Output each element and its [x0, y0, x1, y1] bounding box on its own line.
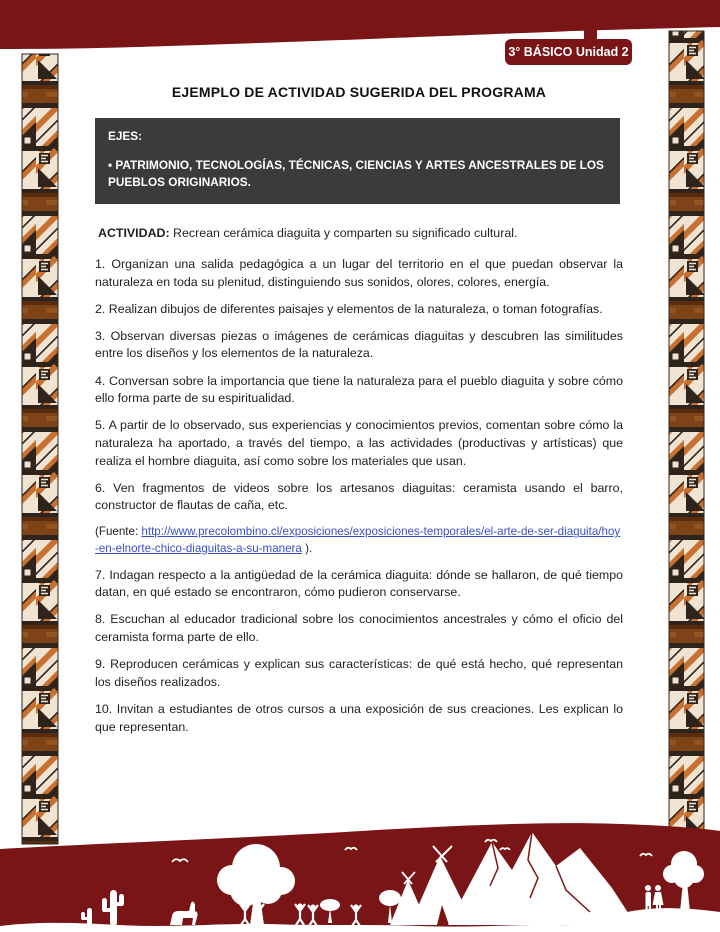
activity-text: Recrean cerámica diaguita y comparten su significado cultural.: [173, 226, 518, 241]
unit-badge: [505, 39, 632, 65]
ejes-box: [95, 118, 620, 204]
steps-1-6: [95, 256, 623, 515]
page-title: EJEMPLO DE ACTIVIDAD SUGERIDA DEL PROGRAMA: [171, 84, 547, 100]
steps-7-10: [95, 567, 623, 736]
activity-step: 8. Escuchan al educador tradicional sobre los conocimientos ancestrales y cómo el oficio del ceramista forma parte de ello.: [95, 612, 623, 645]
activity-step: 6. Ven fragmentos de videos sobre los artesanos diaguitas: ceramista usando el barro, constructor de flautas de caña, etc.: [95, 480, 623, 513]
source-link[interactable]: http://www.precolombino.cl/exposiciones/exposiciones-temporales/el-arte-de-ser-diaguita/hoy-en-elnorte-chico-diaguitas-a-su-manera: [95, 525, 621, 555]
source-line: [95, 524, 623, 557]
activity-step: 2. Realizan dibujos de diferentes paisajes y elementos de la naturaleza, o toman fotografías.: [95, 301, 603, 316]
activity-line: [98, 225, 623, 243]
activity-step: 7. Indagan respecto a la antigüedad de la cerámica diaguita: dónde se hallaron, de qué tiempo datan, en qué estado se encontraron, cómo pudieron conservarse.: [95, 567, 623, 600]
source-suffix: ).: [301, 541, 313, 555]
activity-step: 9. Reproducen cerámicas y explican sus características: de qué está hecho, qué representan los diseños realizados.: [95, 657, 623, 689]
activity-step: 5. A partir de lo observado, sus experiencias y conocimientos previos, comentan sobre cómo la naturaleza ha aportado, a través del tiempo, a las actividades (productivas y artísticas) que realiza el hombre diaguita, así como sobre los materiales que usan.: [95, 418, 623, 468]
ejes-bullet: • PATRIMONIO, TECNOLOGÍAS, TÉCNICAS, CIENCIAS Y ARTES ANCESTRALES DE LOS PUEBLOS ORIGINARIOS.: [108, 157, 604, 190]
source-prefix: (Fuente:: [95, 525, 142, 539]
footer-art: [0, 823, 720, 932]
activity-label: ACTIVIDAD:: [98, 226, 170, 241]
activity-step: 1. Organizan una salida pedagógica a un lugar del territorio en el que puedan observar la naturaleza en toda su plenitud, distinguiendo sus sonidos, olores, colores, energía.: [95, 257, 623, 289]
left-border-pattern: [22, 54, 58, 844]
main-content: [95, 84, 623, 746]
activity-step: 4. Conversan sobre la importancia que tiene la naturaleza para el pueblo diaguita y sobre cómo ello forma parte de su espiritualidad.: [95, 373, 623, 406]
unit-badge-label: 3° BÁSICO Unidad 2: [508, 45, 629, 59]
right-border-pattern: [669, 31, 704, 832]
activity-step: 3. Observan diversas piezas o imágenes de cerámicas diaguitas y descubren las similitudes entre los diseños y los elementos de la naturaleza.: [95, 328, 623, 361]
activity-step: 10. Invitan a estudiantes de otros cursos a una exposición de sus creaciones. Les explican lo que representan.: [95, 701, 623, 734]
ejes-heading: EJES:: [108, 129, 143, 143]
